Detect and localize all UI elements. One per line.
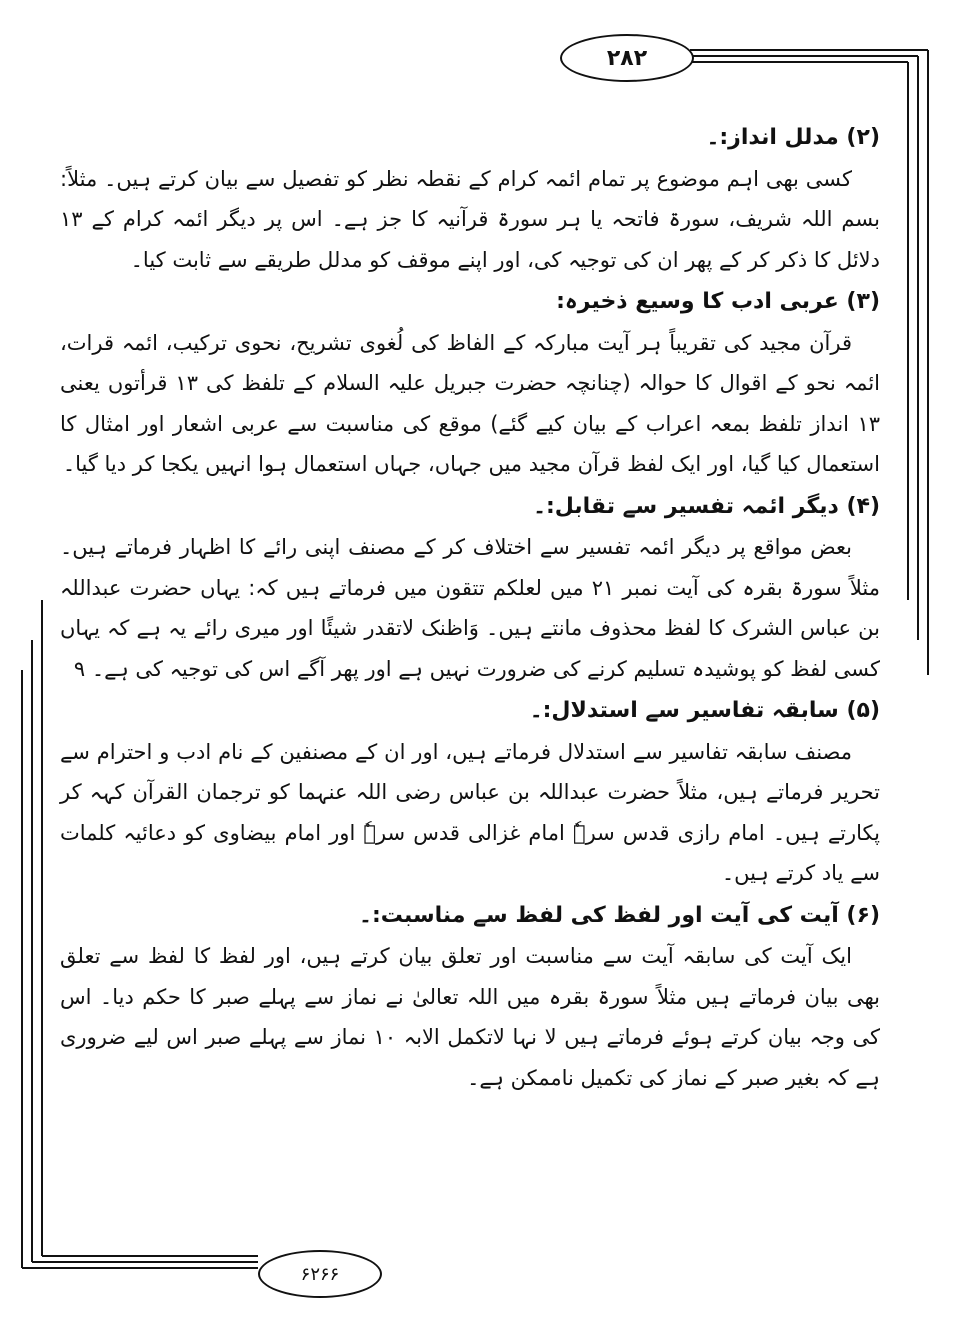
- section-5: [60, 691, 880, 894]
- section-paragraph: قرآن مجید کی تقریباً ہر آیت مبارکہ کے الفاظ کی لُغوی تشریح، نحوی ترکیب، ائمہ قرات، ائمہ نحو کے اقوال کا حوالہ (چنانچہ حضرت جبریل علیہ السلام کے تلفظ کی ۱۳ قرأتوں یعنی ۱۳ انداز تلفظ بمعہ اعراب کے بیان کیے گئے) موقع کی مناسبت سے عربی اشعار اور امثال کا استعمال کیا گیا، اور ایک لفظ قرآن مجید میں جہاں، جہاں استعمال ہوا انہیں یکجا کر دیا گیا۔: [60, 330, 880, 476]
- page-number-top: ۲۸۲: [560, 34, 694, 82]
- section-heading: (۲) مدلل انداز:۔: [706, 125, 880, 150]
- section-paragraph: مصنف سابقہ تفاسیر سے استدلال فرماتے ہیں، اور ان کے مصنفین کے نام ادب و احترام سے تحریر فرماتے ہیں، مثلاً حضرت عبداللہ بن عباس رضی اللہ عنہما کو ترجمان القرآن کہہ کر پکارتے ہیں۔ امام رازی قدس سرہٗ امام غزالی قدس سرہٗ اور امام بیضاوی کو دعائیہ کلمات سے یاد کرتے ہیں۔: [60, 739, 880, 885]
- section-paragraph: کسی بھی اہم موضوع پر تمام ائمہ کرام کے نقطہ نظر کو تفصیل سے بیان کرتے ہیں۔ مثلاً: بسم اللہ شریف، سورۃ فاتحہ یا ہر سورۃ قرآنیہ کا جز ہے۔ اس پر دیگر ائمہ کرام کے ۱۳ دلائل کا ذکر کر کے پھر ان کی توجیہ کی، اور اپنے موقف کو مدلل طریقے سے ثابت کیا۔: [60, 166, 880, 272]
- section-heading: (۴) دیگر ائمہ تفسیر سے تقابل:۔: [533, 493, 880, 519]
- page-number-bottom: ۶۲۶۶: [258, 1250, 382, 1298]
- section-6: [60, 896, 880, 1099]
- section-heading: (۵) سابقہ تفاسیر سے استدلال:۔: [529, 698, 880, 723]
- section-4: [60, 487, 880, 690]
- section-heading: (۶) آیت کی آیت اور لفظ کی لفظ سے مناسبت:۔: [359, 902, 880, 928]
- section-paragraph: ایک آیت کی سابقہ آیت سے مناسبت اور تعلق بیان کرتے ہیں، اور لفظ کا لفظ سے تعلق بھی بیان فرماتے ہیں مثلاً سورۃ بقرہ میں اللہ تعالیٰ نے نماز سے پہلے صبر کا حکم دیا۔ اس کی وجہ بیان کرتے ہوئے فرماتے ہیں لا نہا لاتکمل الابہ ۱۰ نماز سے پہلے صبر اس لیے ضروری ہے کہ بغیر صبر کے نماز کی تکمیل ناممکن ہے۔: [60, 944, 880, 1090]
- section-paragraph: بعض مواقع پر دیگر ائمہ تفسیر سے اختلاف کر کے مصنف اپنی رائے کا اظہار فرماتے ہیں۔ مثلاً سورۃ بقرہ کی آیت نمبر ۲۱ میں لعلکم تتقون میں فرماتے ہیں کہ: یہاں حضرت عبداللہ بن عباس الشرک کا لفظ محذوف مانتے ہیں۔ وَاظنک لاتقدر شیئًا اور میری رائے یہ ہے کہ یہاں کسی لفظ کو پوشیدہ تسلیم کرنے کی ضرورت نہیں ہے اور پھر آگے اس کی توجیہ کی ہے۔ ۹: [60, 535, 880, 681]
- section-3: [60, 282, 880, 485]
- page-body: [60, 118, 880, 1100]
- section-2: [60, 118, 880, 280]
- section-heading: (۳) عربی ادب کا وسیع ذخیرہ:: [556, 289, 880, 314]
